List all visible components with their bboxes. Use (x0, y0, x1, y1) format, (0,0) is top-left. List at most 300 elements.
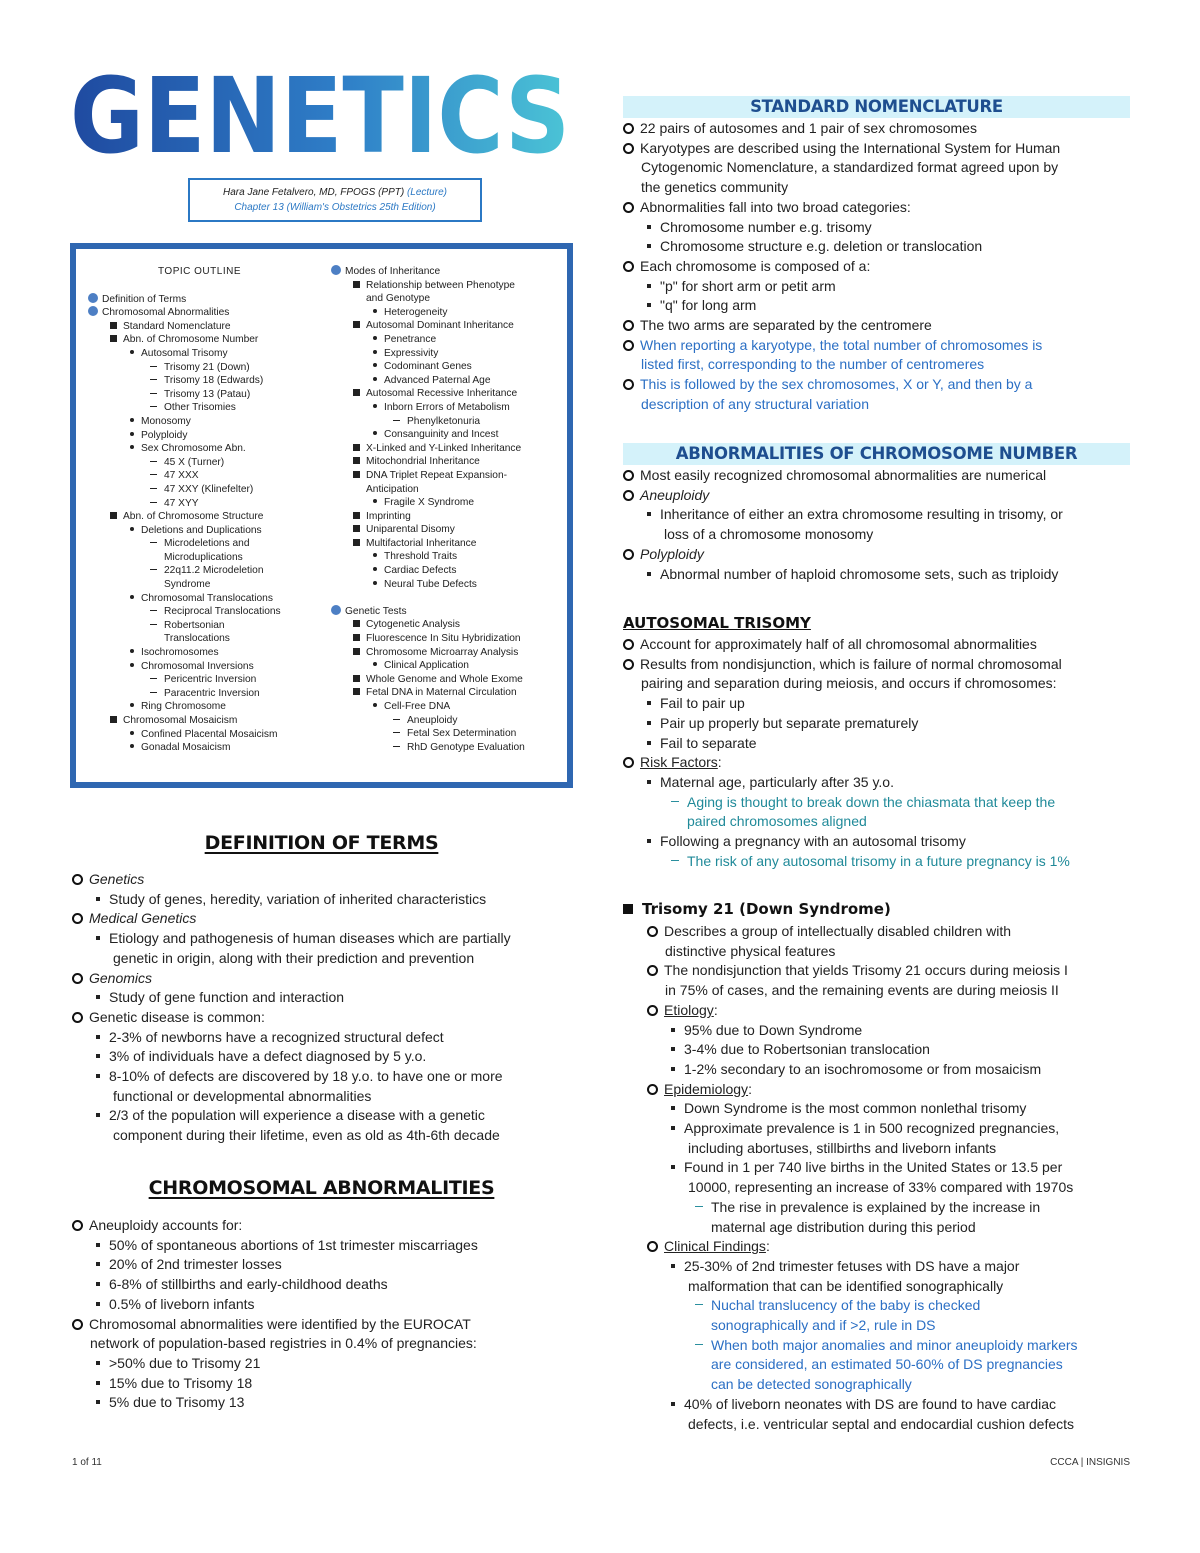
square-bullet-icon (671, 1047, 675, 1051)
author-source: (Lecture) (406, 187, 447, 198)
outline-item (88, 333, 328, 347)
square-bullet-icon (96, 1400, 100, 1404)
outline-item-label: Consanguinity and Incest (384, 429, 499, 441)
outline-item-label: Fetal DNA in Maternal Circulation (366, 687, 517, 699)
list-item-text: Study of genes, heredity, variation of inherited characteristics (109, 890, 487, 907)
outline-item (88, 374, 328, 388)
square-bullet-icon (96, 897, 100, 901)
outline-item (88, 415, 328, 429)
square-bullet-icon (96, 995, 100, 999)
list-item (72, 1008, 582, 1028)
ring-bullet-icon (623, 470, 634, 481)
list-item-suffix: : (717, 754, 722, 771)
dot-bullet-icon (130, 350, 134, 354)
list-item (647, 1395, 1137, 1415)
outline-item (331, 686, 571, 700)
dot-bullet-icon (373, 567, 377, 571)
outline-item-label: Deletions and Duplications (141, 524, 262, 536)
square-bullet-icon (110, 716, 117, 723)
outline-item-label: Trisomy 13 (Patau) (164, 388, 251, 400)
definitions-heading: DEFINITION OF TERMS (204, 832, 439, 854)
square-bullet-icon (353, 648, 360, 655)
list-item-text: component during their lifetime, even as old as 4th-6th decade (113, 1127, 500, 1144)
list-item (72, 1315, 582, 1335)
outline-item-label: Fetal Sex Determination (407, 728, 517, 740)
outline-item-label: 47 XYY (164, 497, 199, 509)
outline-item-label: Anticipation (366, 483, 419, 495)
list-item-text: 2/3 of the population will experience a disease with a genetic (109, 1107, 485, 1124)
outline-item (331, 347, 571, 361)
square-bullet-icon (647, 780, 651, 784)
dash-bullet-icon (150, 569, 157, 570)
list-item-text: 1-2% secondary to an isochromosome or from mosaicism (684, 1060, 1042, 1077)
outline-item-label: and Genotype (366, 293, 431, 305)
list-item-text: Inheritance of either an extra chromosome resulting in trisomy, or (660, 506, 1063, 523)
outline-item (88, 564, 328, 578)
list-item (647, 1375, 1137, 1395)
outline-item-label: Gonadal Mosaicism (141, 742, 231, 754)
dash-bullet-icon (150, 624, 157, 625)
outline-item-label: Autosomal Dominant Inheritance (366, 320, 514, 332)
dot-bullet-icon (130, 663, 134, 667)
author-name: Hara Jane Fetalvero, MD, FPOGS (PPT) (223, 187, 407, 198)
ring-bullet-icon (623, 490, 634, 501)
list-item (647, 981, 1137, 1001)
list-item-text: Epidemiology (664, 1080, 749, 1097)
outline-item-label: Monosomy (141, 415, 191, 427)
circle-bullet-icon (331, 265, 341, 275)
outline-item (331, 537, 571, 551)
outline-item-label: Modes of Inheritance (345, 266, 441, 277)
list-item-text: distinctive physical features (665, 942, 836, 959)
outline-item (331, 374, 571, 388)
ring-bullet-icon (647, 1241, 658, 1252)
outline-item-label: X-Linked and Y-Linked Inheritance (366, 442, 522, 454)
author-box (188, 178, 482, 222)
list-item-text: Medical Genetics (89, 910, 197, 927)
list-item (72, 969, 582, 989)
list-item (623, 773, 1133, 793)
outline-item-label: Chromosome Microarray Analysis (366, 646, 519, 658)
square-bullet-icon (96, 1262, 100, 1266)
list-item-text: Most easily recognized chromosomal abnormalities are numerical (640, 467, 1047, 483)
list-item-text: 8-10% of defects are discovered by 18 y.o. to have one or more (109, 1068, 503, 1085)
outline-item-label: Threshold Traits (384, 551, 458, 563)
list-item-text: Describes a group of intellectually disabled children with (664, 923, 1012, 939)
dot-bullet-icon (373, 363, 377, 367)
outline-item-label: Imprinting (366, 510, 411, 522)
square-bullet-icon (671, 1264, 675, 1268)
outline-item-label: Clinical Application (384, 660, 469, 672)
down-heading-text: Trisomy 21 (Down Syndrome) (642, 900, 891, 918)
outline-item-label: Trisomy 18 (Edwards) (164, 375, 264, 387)
list-item (647, 1139, 1137, 1159)
list-item (647, 1277, 1137, 1297)
list-item (647, 1237, 1137, 1257)
dot-bullet-icon (373, 581, 377, 585)
outline-item (331, 741, 571, 755)
outline-item-label: Robertsonian (164, 619, 225, 631)
list-item-text: The risk of any autosomal trisomy in a future pregnancy is 1% (687, 852, 1070, 869)
square-bullet-icon (110, 512, 117, 519)
outline-item-label: Neural Tube Defects (384, 578, 477, 590)
page-number: 1 of 11 (72, 1457, 102, 1468)
square-bullet-icon (671, 1126, 675, 1130)
outline-item-label: Chromosomal Translocations (141, 592, 273, 604)
list-item-text: Genetic disease is common: (89, 1008, 265, 1025)
list-item-text: Cytogenomic Nomenclature, a standardized format agreed upon by (641, 159, 1059, 176)
square-bullet-icon (671, 1028, 675, 1032)
list-item (623, 237, 1133, 257)
list-item (72, 949, 582, 969)
list-item-text: Approximate prevalence is 1 in 500 recognized pregnancies, (684, 1120, 1060, 1137)
outline-item-label: Relationship between Phenotype (366, 279, 515, 291)
list-item (647, 1040, 1137, 1060)
outline-item-label: Heterogeneity (384, 306, 448, 318)
square-bullet-icon (353, 539, 360, 546)
list-item (623, 375, 1133, 395)
outline-item-label: Chromosomal Inversions (141, 660, 254, 672)
outline-item (331, 727, 571, 741)
list-item-text: Karyotypes are described using the International System for Human (640, 139, 1061, 156)
square-bullet-icon (623, 904, 633, 914)
ring-bullet-icon (623, 261, 634, 272)
square-bullet-icon (647, 839, 651, 843)
list-item-text: This is followed by the sex chromosomes, X or Y, and then by a (640, 376, 1033, 393)
dash-bullet-icon (150, 474, 157, 475)
list-item-text: 2-3% of newborns have a recognized structural defect (109, 1028, 444, 1045)
list-item-text: Clinical Findings (664, 1238, 766, 1255)
list-item-text: The nondisjunction that yields Trisomy 21 occurs during meiosis I (664, 962, 1068, 979)
list-item (647, 1336, 1137, 1356)
outline-item-label: Abn. of Chromosome Number (123, 334, 259, 346)
dash-bullet-icon (695, 1206, 703, 1207)
square-bullet-icon (96, 936, 100, 940)
outline-item-label: Cardiac Defects (384, 565, 457, 577)
dot-bullet-icon (130, 731, 134, 735)
dash-bullet-icon (150, 406, 157, 407)
list-item (623, 486, 1133, 506)
square-bullet-icon (96, 1381, 100, 1385)
outline-item-label: Whole Genome and Whole Exome (366, 673, 523, 685)
ring-bullet-icon (623, 659, 634, 670)
list-item (623, 545, 1133, 565)
outline-item-label: 45 X (Turner) (164, 456, 225, 468)
outline-item-label: Other Trisomies (164, 402, 236, 414)
square-bullet-icon (96, 1035, 100, 1039)
dot-bullet-icon (373, 404, 377, 408)
list-item-text: Etiology and pathogenesis of human diseases which are partially (109, 930, 511, 947)
list-item (72, 1126, 582, 1146)
outline-item (331, 510, 571, 524)
list-item-text: Chromosome structure e.g. deletion or translocation (660, 238, 983, 255)
outline-item-label: RhD Genotype Evaluation (407, 741, 525, 753)
dot-bullet-icon (130, 418, 134, 422)
list-item-text: When both major anomalies and minor aneuploidy markers (711, 1336, 1078, 1353)
ring-bullet-icon (647, 1005, 658, 1016)
topic-outline (70, 243, 573, 788)
list-item-text: "p" for short arm or petit arm (660, 277, 836, 294)
outline-item-label: Penetrance (384, 333, 437, 345)
list-item (623, 674, 1133, 694)
square-bullet-icon (353, 675, 360, 682)
down-list (647, 922, 1137, 1434)
outline-item (331, 646, 571, 660)
outline-item-label: Mitochondrial Inheritance (366, 456, 480, 468)
outline-item-label: Codominant Genes (384, 361, 472, 373)
list-item-text: the genetics community (641, 179, 789, 196)
outline-item-label: Aneuploidy (407, 714, 458, 726)
list-item (623, 218, 1133, 238)
square-bullet-icon (647, 225, 651, 229)
ring-bullet-icon (72, 874, 83, 885)
ring-bullet-icon (647, 1084, 658, 1095)
list-item (623, 694, 1133, 714)
list-item (72, 1236, 582, 1256)
list-item (72, 1087, 582, 1107)
dot-bullet-icon (130, 744, 134, 748)
list-item-text: pairing and separation during meiosis, and occurs if chromosomes: (641, 675, 1057, 692)
square-bullet-icon (647, 303, 651, 307)
outline-left-column (88, 265, 328, 755)
list-item-text: Nuchal translucency of the baby is checked (711, 1297, 981, 1314)
list-item (72, 988, 582, 1008)
dash-bullet-icon (150, 393, 157, 394)
outline-item-label: Definition of Terms (102, 293, 187, 305)
square-bullet-icon (647, 284, 651, 288)
list-item-text: Fail to separate (660, 734, 757, 751)
dash-bullet-icon (150, 366, 157, 367)
list-item (623, 257, 1133, 277)
list-item-text: genetic in origin, along with their prediction and prevention (113, 949, 475, 966)
outline-item-label: Abn. of Chromosome Structure (123, 511, 264, 523)
outline-item-label: Polyploidy (141, 429, 188, 441)
list-item-suffix: : (713, 1001, 718, 1018)
list-item (623, 635, 1133, 655)
list-item (623, 178, 1133, 198)
outline-item-label: Paracentric Inversion (164, 687, 260, 699)
square-bullet-icon (353, 444, 360, 451)
list-item (647, 1119, 1137, 1139)
outline-item-label: Sex Chromosome Abn. (141, 443, 246, 455)
dot-bullet-icon (373, 350, 377, 354)
trisomy-list (623, 635, 1133, 871)
square-bullet-icon (96, 1302, 100, 1306)
outline-item-label: Autosomal Trisomy (141, 347, 228, 359)
outline-item (88, 524, 328, 538)
dash-bullet-icon (150, 379, 157, 380)
outline-item (88, 347, 328, 361)
list-item-text: are considered, an estimated 50-60% of DS pregnancies (711, 1356, 1063, 1373)
outline-item-label: 47 XXY (Klinefelter) (164, 483, 254, 495)
dash-bullet-icon (150, 488, 157, 489)
list-item-text: Abnormal number of haploid chromosome sets, such as triploidy (660, 565, 1059, 582)
outline-item (331, 605, 571, 619)
outline-item (331, 319, 571, 333)
outline-item (88, 714, 328, 728)
outline-item (331, 279, 571, 293)
outline-item-label: Chromosomal Mosaicism (123, 715, 238, 726)
outline-item (88, 388, 328, 402)
list-item (623, 812, 1133, 832)
outline-item (88, 673, 328, 687)
list-item (623, 505, 1133, 525)
square-bullet-icon (353, 634, 360, 641)
list-item (623, 336, 1133, 356)
square-bullet-icon (353, 525, 360, 532)
outline-item (88, 429, 328, 443)
list-item-text: 95% due to Down Syndrome (684, 1021, 863, 1038)
outline-item-label: DNA Triplet Repeat Expansion- (366, 469, 507, 481)
outline-item (331, 469, 571, 483)
list-item (72, 929, 582, 949)
chapter-line: Chapter 13 (William's Obstetrics 25th Edition) (234, 202, 436, 213)
square-bullet-icon (96, 1282, 100, 1286)
outline-item (331, 455, 571, 469)
outline-item-label: Isochromosomes (141, 647, 219, 659)
definitions-list (72, 870, 582, 1146)
square-bullet-icon (353, 471, 360, 478)
number-heading: ABNORMALITIES OF CHROMOSOME NUMBER (623, 443, 1130, 465)
ring-bullet-icon (623, 340, 634, 351)
list-item-text: network of population-based registries in 0.4% of pregnancies: (90, 1335, 477, 1352)
list-item-text: Following a pregnancy with an autosomal trisomy (660, 833, 966, 850)
list-item-text: 20% of 2nd trimester losses (109, 1256, 282, 1273)
list-item-text: 6-8% of stillbirths and early-childhood deaths (109, 1276, 388, 1293)
list-item-text: Chromosomal abnormalities were identified by the EUROCAT (89, 1315, 471, 1332)
ring-bullet-icon (72, 913, 83, 924)
outline-item (88, 456, 328, 470)
list-item (623, 296, 1133, 316)
dot-bullet-icon (373, 662, 377, 666)
outline-item (331, 442, 571, 456)
list-item-text: 22 pairs of autosomes and 1 pair of sex chromosomes (640, 120, 977, 136)
list-item (647, 1316, 1137, 1336)
list-item-text: 15% due to Trisomy 18 (109, 1374, 253, 1391)
list-item-text: in 75% of cases, and the remaining events are during meiosis II (665, 982, 1059, 999)
outline-item (88, 605, 328, 619)
outline-item-label: Syndrome (164, 579, 211, 591)
circle-bullet-icon (331, 605, 341, 615)
outline-item-label: Multifactorial Inheritance (366, 537, 477, 549)
list-item (623, 714, 1133, 734)
list-item-suffix: : (748, 1080, 752, 1097)
circle-bullet-icon (88, 293, 98, 303)
square-bullet-icon (647, 741, 651, 745)
outline-item (331, 673, 571, 687)
outline-item-label: Chromosomal Abnormalities (102, 307, 230, 319)
ring-bullet-icon (72, 1012, 83, 1023)
dash-bullet-icon (695, 1344, 703, 1345)
list-item-text: including abortuses, stillbirths and liveborn infants (688, 1139, 997, 1156)
list-item (623, 395, 1133, 415)
ring-bullet-icon (623, 549, 634, 560)
outline-item (331, 306, 571, 320)
outline-item (88, 578, 328, 592)
outline-item-label: Genetic Tests (345, 605, 407, 617)
list-item (72, 870, 582, 890)
list-item-text: The two arms are separated by the centromere (640, 317, 932, 334)
outline-item (331, 550, 571, 564)
list-item-text: >50% due to Trisomy 21 (109, 1354, 261, 1371)
dash-bullet-icon (150, 692, 157, 693)
outline-item (331, 265, 571, 279)
square-bullet-icon (96, 1243, 100, 1247)
dash-bullet-icon (150, 610, 157, 611)
list-item (623, 466, 1133, 486)
list-item-text: 25-30% of 2nd trimester fetuses with DS have a major (684, 1257, 1020, 1274)
nomenclature-list (623, 119, 1133, 415)
chromosomal-heading: CHROMOSOMAL ABNORMALITIES (148, 1177, 495, 1199)
list-item-text: 10000, representing an increase of 33% compared with 1970s (688, 1179, 1074, 1196)
dash-bullet-icon (150, 678, 157, 679)
dot-bullet-icon (373, 499, 377, 503)
list-item (623, 198, 1133, 218)
square-bullet-icon (647, 244, 651, 248)
list-item (72, 1393, 582, 1413)
list-item (647, 1001, 1137, 1021)
outline-item (88, 442, 328, 456)
down-heading (623, 900, 891, 918)
outline-item-label: Autosomal Recessive Inheritance (366, 388, 518, 400)
list-item (72, 1255, 582, 1275)
outline-item-label: Trisomy 21 (Down) (164, 361, 250, 373)
outline-item (331, 333, 571, 347)
outline-item (88, 551, 328, 565)
dot-bullet-icon (130, 649, 134, 653)
outline-item (88, 700, 328, 714)
dot-bullet-icon (130, 445, 134, 449)
outline-item-label: Cell-Free DNA (384, 701, 451, 712)
outline-item (331, 700, 571, 714)
ring-bullet-icon (72, 1319, 83, 1330)
ring-bullet-icon (623, 202, 634, 213)
list-item (623, 355, 1133, 375)
list-item-text: Aneuploidy (640, 486, 710, 503)
list-item-text: 3% of individuals have a defect diagnosed by 5 y.o. (109, 1048, 427, 1065)
list-item-text: defects, i.e. ventricular septal and endocardial cushion defects (688, 1415, 1075, 1432)
list-item (72, 1067, 582, 1087)
dot-bullet-icon (373, 431, 377, 435)
list-item-text: 40% of liveborn neonates with DS are found to have cardiac (684, 1395, 1057, 1412)
outline-item-label: Microduplications (164, 551, 243, 563)
list-item-text: Results from nondisjunction, which is failure of normal chromosomal (640, 655, 1062, 672)
outline-item (88, 320, 328, 334)
outline-item (88, 592, 328, 606)
outline-item (331, 496, 571, 510)
nomenclature-heading: STANDARD NOMENCLATURE (623, 96, 1130, 118)
outline-item (88, 537, 328, 551)
list-item (647, 1198, 1137, 1218)
list-item-text: Study of gene function and interaction (109, 989, 345, 1006)
list-item (623, 655, 1133, 675)
list-item-text: 3-4% due to Robertsonian translocation (684, 1041, 930, 1058)
list-item-text: The rise in prevalence is explained by the increase in (711, 1198, 1041, 1215)
ring-bullet-icon (647, 926, 658, 937)
list-item (72, 1334, 582, 1354)
square-bullet-icon (96, 1074, 100, 1078)
square-bullet-icon (671, 1067, 675, 1071)
list-item (647, 1178, 1137, 1198)
dot-bullet-icon (130, 527, 134, 531)
list-item (647, 1080, 1137, 1100)
outline-item-label: Reciprocal Translocations (164, 606, 281, 618)
dash-bullet-icon (393, 719, 400, 720)
outline-right-column (331, 265, 571, 754)
outline-item (331, 483, 571, 497)
list-item (72, 1354, 582, 1374)
list-item-text: 50% of spontaneous abortions of 1st trimester miscarriages (109, 1236, 478, 1253)
